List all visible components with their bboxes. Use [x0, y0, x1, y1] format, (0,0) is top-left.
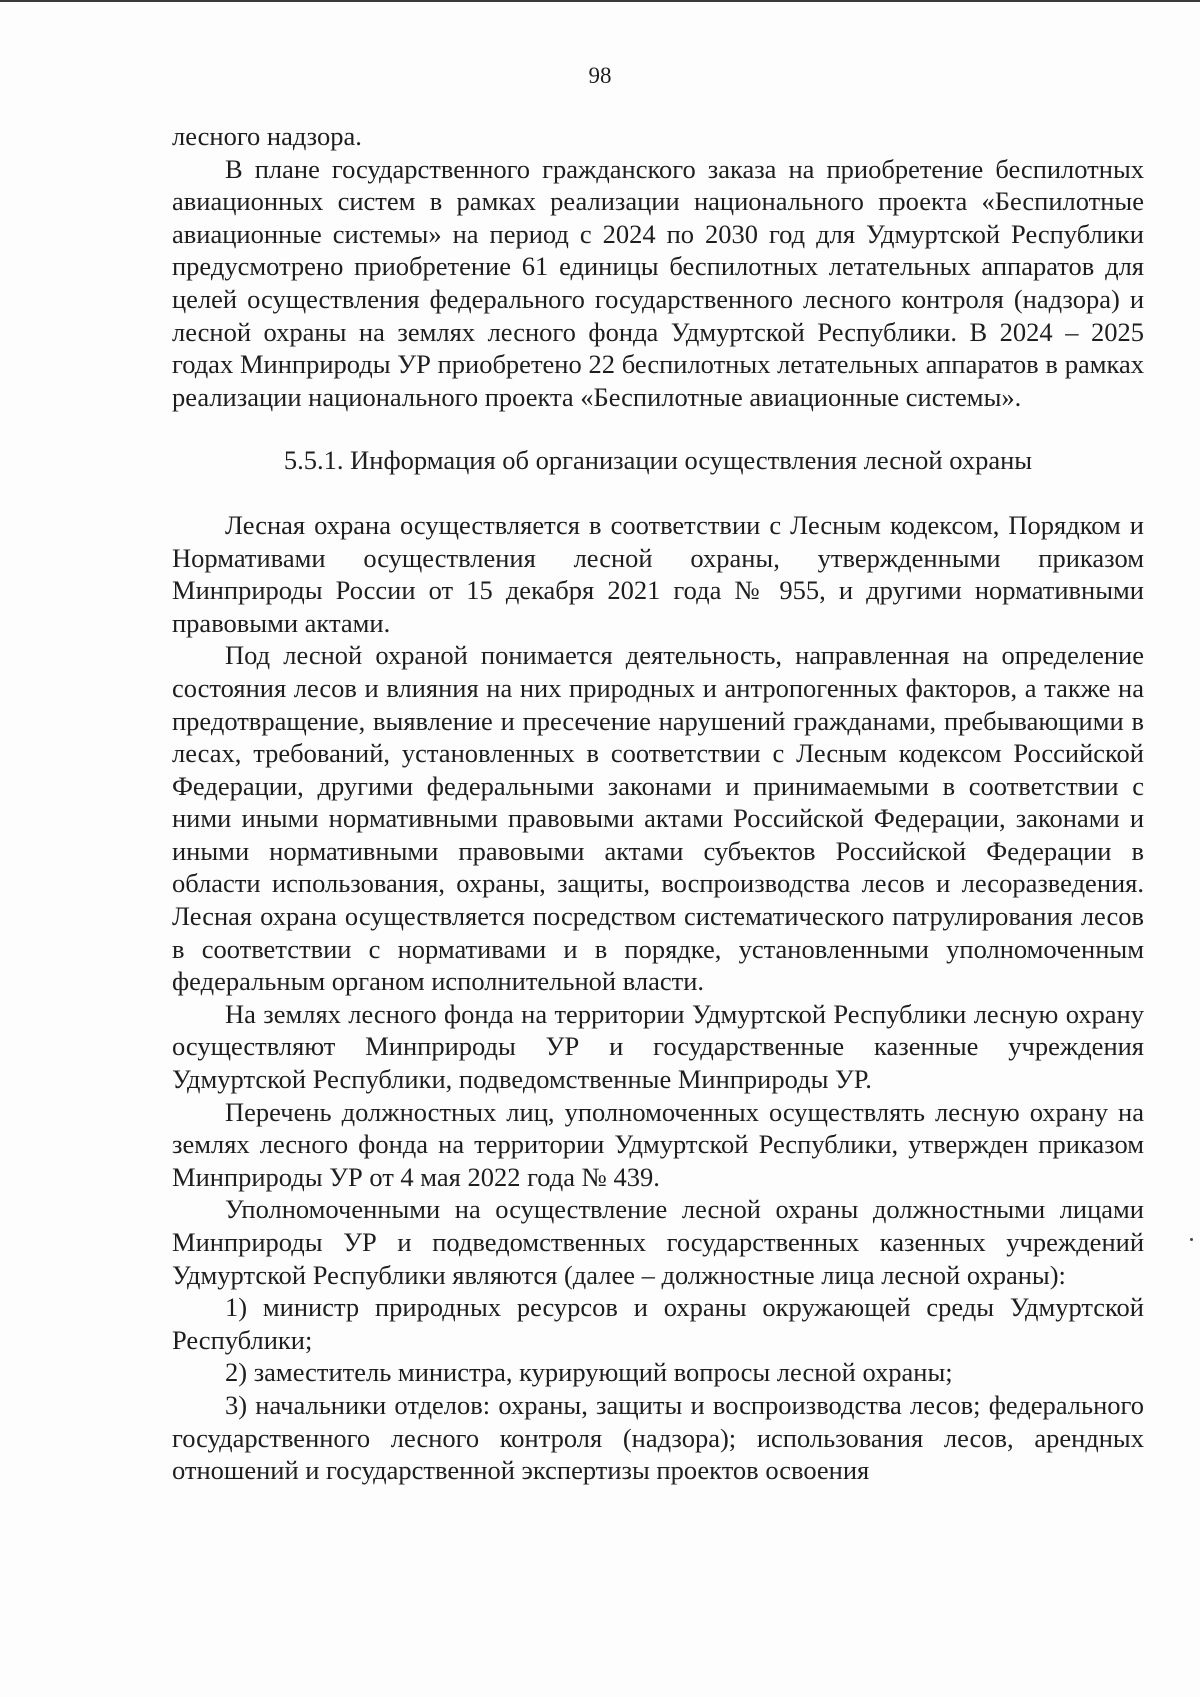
paragraph-legal-basis: Лесная охрана осуществляется в соответствии с Лесным кодексом, Порядком и Нормативами осуществления лесной охраны, утвержденными приказом Минприроды России от 15 декабря 2021 года № 955, и другими нормативными правовыми актами.	[172, 509, 1144, 638]
paragraph-authorized-officials: Уполномоченными на осуществление лесной охраны должностными лицами Минприроды УР и подведомственных государственных казенных учреждений Удмуртской Республики являются (далее – должностные лица лесной охраны):	[172, 1194, 1144, 1290]
paragraph-definition: Под лесной охраной понимается деятельность, направленная на определение состояния лесов и влияния на них природных и антропогенных факторов, а также на предотвращение, выявление и пресечение нарушений гражданами, пребывающими в лесах, требований, установленных в соответствии с Лесным кодексом Российской Федерации, другими федеральными законами и принимаемыми в соответствии с ними иными нормативными правовыми актами Российской Федерации, законами и иными нормативными правовыми актами субъектов Российской Федерации в области использования, охраны, защиты, воспроизводства лесов и лесоразведения. Лесная охрана осуществляется посредством систематического патрулирования лесов в соответствии с нормативами и в порядке, установленными уполномоченным федеральным органом исполнительной власти.	[172, 640, 1144, 997]
paragraph-responsible-bodies: На землях лесного фонда на территории Удмуртской Республики лесную охрану осуществляют Минприроды УР и государственные казенные учреждения Удмуртской Республики, подведомственные Минприроды УР.	[172, 998, 1144, 1095]
paragraph-officials-list-order: Перечень должностных лиц, уполномоченных осуществлять лесную охрану на землях лесного фонда на территории Удмуртской Республики, утвержден приказом Минприроды УР от 4 мая 2022 года № 439.	[172, 1096, 1144, 1192]
section-heading: 5.5.1. Информация об организации осуществления лесной охраны	[283, 445, 1033, 476]
paragraph-uav-procurement: В плане государственного гражданского заказа на приобретение беспилотных авиационных систем в рамках реализации национального проекта «Беспилотные авиационные системы» на период с 2024 по 2030 год для Удмуртской Республики предусмотрено приобретение 61 единицы беспилотных летательных аппаратов для целей осуществления федерального государственного лесного контроля (надзора) и лесной охраны на землях лесного фонда Удмуртской Республики. В 2024 – 2025 годах Минприроды УР приобретено 22 беспилотных летательных аппаратов в рамках реализации национального проекта «Беспилотные авиационные системы».	[172, 153, 1144, 412]
page-top-edge	[0, 0, 1200, 2]
section-heading-wrap	[172, 413, 1144, 509]
list-item-1: 1) министр природных ресурсов и охраны окружающей среды Удмуртской Республики;	[172, 1292, 1144, 1355]
list-item-3: 3) начальники отделов: охраны, защиты и воспроизводства лесов; федерального государственного лесного контроля (надзора); использования лесов, арендных отношений и государственной экспертизы проектов освоения	[172, 1389, 1144, 1486]
page-body	[172, 120, 1144, 1487]
scan-speck	[1190, 1238, 1193, 1241]
list-item-2: 2) заместитель министра, курирующий вопросы лесной охраны;	[225, 1357, 953, 1388]
paragraph-continuation: лесного надзора.	[172, 121, 362, 151]
page-number: 98	[588, 63, 612, 88]
